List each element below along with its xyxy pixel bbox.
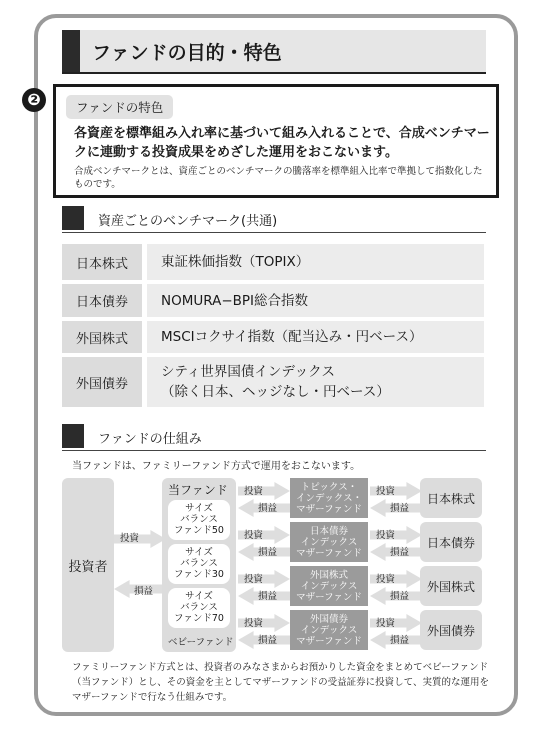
invest-label: 投資	[376, 486, 396, 497]
asset-box: 外国債券	[420, 610, 482, 650]
table-row	[62, 244, 484, 280]
our-fund-label: 当ファンド	[168, 483, 228, 497]
profit-label: 損益	[258, 503, 278, 514]
table-row	[62, 284, 484, 317]
heading-square	[62, 424, 84, 448]
footnote: ファミリーファンド方式とは、投資者のみなさまからお預かりした資金をまとめてベビーファンド（当ファンド）とし、その資金を主としてマザーファンドの受益証券に投資して、実質的な運用をマザーファンドで行なう仕組みです。	[72, 662, 489, 703]
feature-main-text: 各資産を標準組み入れ率に基づいて組み入れることで、合成ベンチマークに連動する投資成果をめざした運用をおこないます。	[74, 126, 490, 160]
sub-fund-30: サイズ バランス ファンド30	[168, 544, 230, 584]
mother-fund-japan-bond: 日本債券 インデックス マザーファンド	[290, 522, 368, 562]
asset-box: 日本株式	[420, 478, 482, 518]
mother-fund-foreign-bond: 外国債券 インデックス マザーファンド	[290, 610, 368, 650]
benchmark-table	[62, 244, 484, 411]
profit-label: 損益	[258, 635, 278, 646]
heading-square	[62, 206, 84, 230]
profit-label: 損益	[390, 591, 410, 602]
page-title-bar	[62, 30, 486, 74]
baby-fund-group	[162, 478, 236, 652]
profit-label: 損益	[390, 547, 410, 558]
asset-cell: 日本債券	[62, 284, 142, 317]
structure-heading-bar	[62, 424, 486, 451]
profit-label: 損益	[258, 547, 278, 558]
invest-label: 投資	[376, 618, 396, 629]
table-row	[62, 321, 484, 353]
index-cell: MSCIコクサイ指数（配当込み・円ベース）	[147, 321, 484, 353]
feature-label: ファンドの特色	[66, 95, 173, 119]
invest-label: 投資	[244, 530, 264, 541]
baby-fund-label: ベビーファンド	[168, 637, 234, 648]
invest-label: 投資	[244, 618, 264, 629]
asset-box: 日本債券	[420, 522, 482, 562]
table-row	[62, 357, 484, 407]
benchmark-heading: 資産ごとのベンチマーク(共通)	[98, 214, 278, 229]
profit-label: 損益	[390, 503, 410, 514]
sub-fund-70: サイズ バランス ファンド70	[168, 588, 230, 628]
invest-label: 投資	[244, 574, 264, 585]
asset-cell: 日本株式	[62, 244, 142, 280]
title-accent	[62, 30, 80, 72]
invest-label: 投資	[244, 486, 264, 497]
asset-cell: 外国債券	[62, 357, 142, 407]
benchmark-heading-bar	[62, 206, 486, 233]
investor-box: 投資者	[62, 478, 114, 652]
asset-box: 外国株式	[420, 566, 482, 606]
page-title: ファンドの目的・特色	[92, 42, 282, 64]
mother-fund-foreign-equity: 外国株式 インデックス マザーファンド	[290, 566, 368, 606]
profit-label: 損益	[390, 635, 410, 646]
sub-fund-50: サイズ バランス ファンド50	[168, 500, 230, 540]
mother-fund-topix: トピックス・ インデックス・ マザーファンド	[290, 478, 368, 518]
index-cell: シティ世界国債インデックス （除く日本、ヘッジなし・円ベース）	[147, 357, 484, 407]
invest-label: 投資	[376, 574, 396, 585]
invest-label: 投資	[120, 533, 140, 544]
index-cell: 東証株価指数（TOPIX）	[147, 244, 484, 280]
invest-label: 投資	[376, 530, 396, 541]
feature-note: 合成ベンチマークとは、資産ごとのベンチマークの騰落率を標準組入比率で準拠して指数化したものです。	[74, 166, 483, 190]
section-number-badge: ❷	[22, 88, 46, 112]
feature-box	[53, 84, 499, 198]
index-cell: NOMURA−BPI総合指数	[147, 284, 484, 317]
profit-label: 損益	[258, 591, 278, 602]
profit-label: 損益	[134, 586, 154, 597]
structure-heading: ファンドの仕組み	[98, 432, 202, 447]
asset-cell: 外国株式	[62, 321, 142, 353]
structure-intro: 当ファンドは、ファミリーファンド方式で運用をおこないます。	[72, 461, 361, 472]
